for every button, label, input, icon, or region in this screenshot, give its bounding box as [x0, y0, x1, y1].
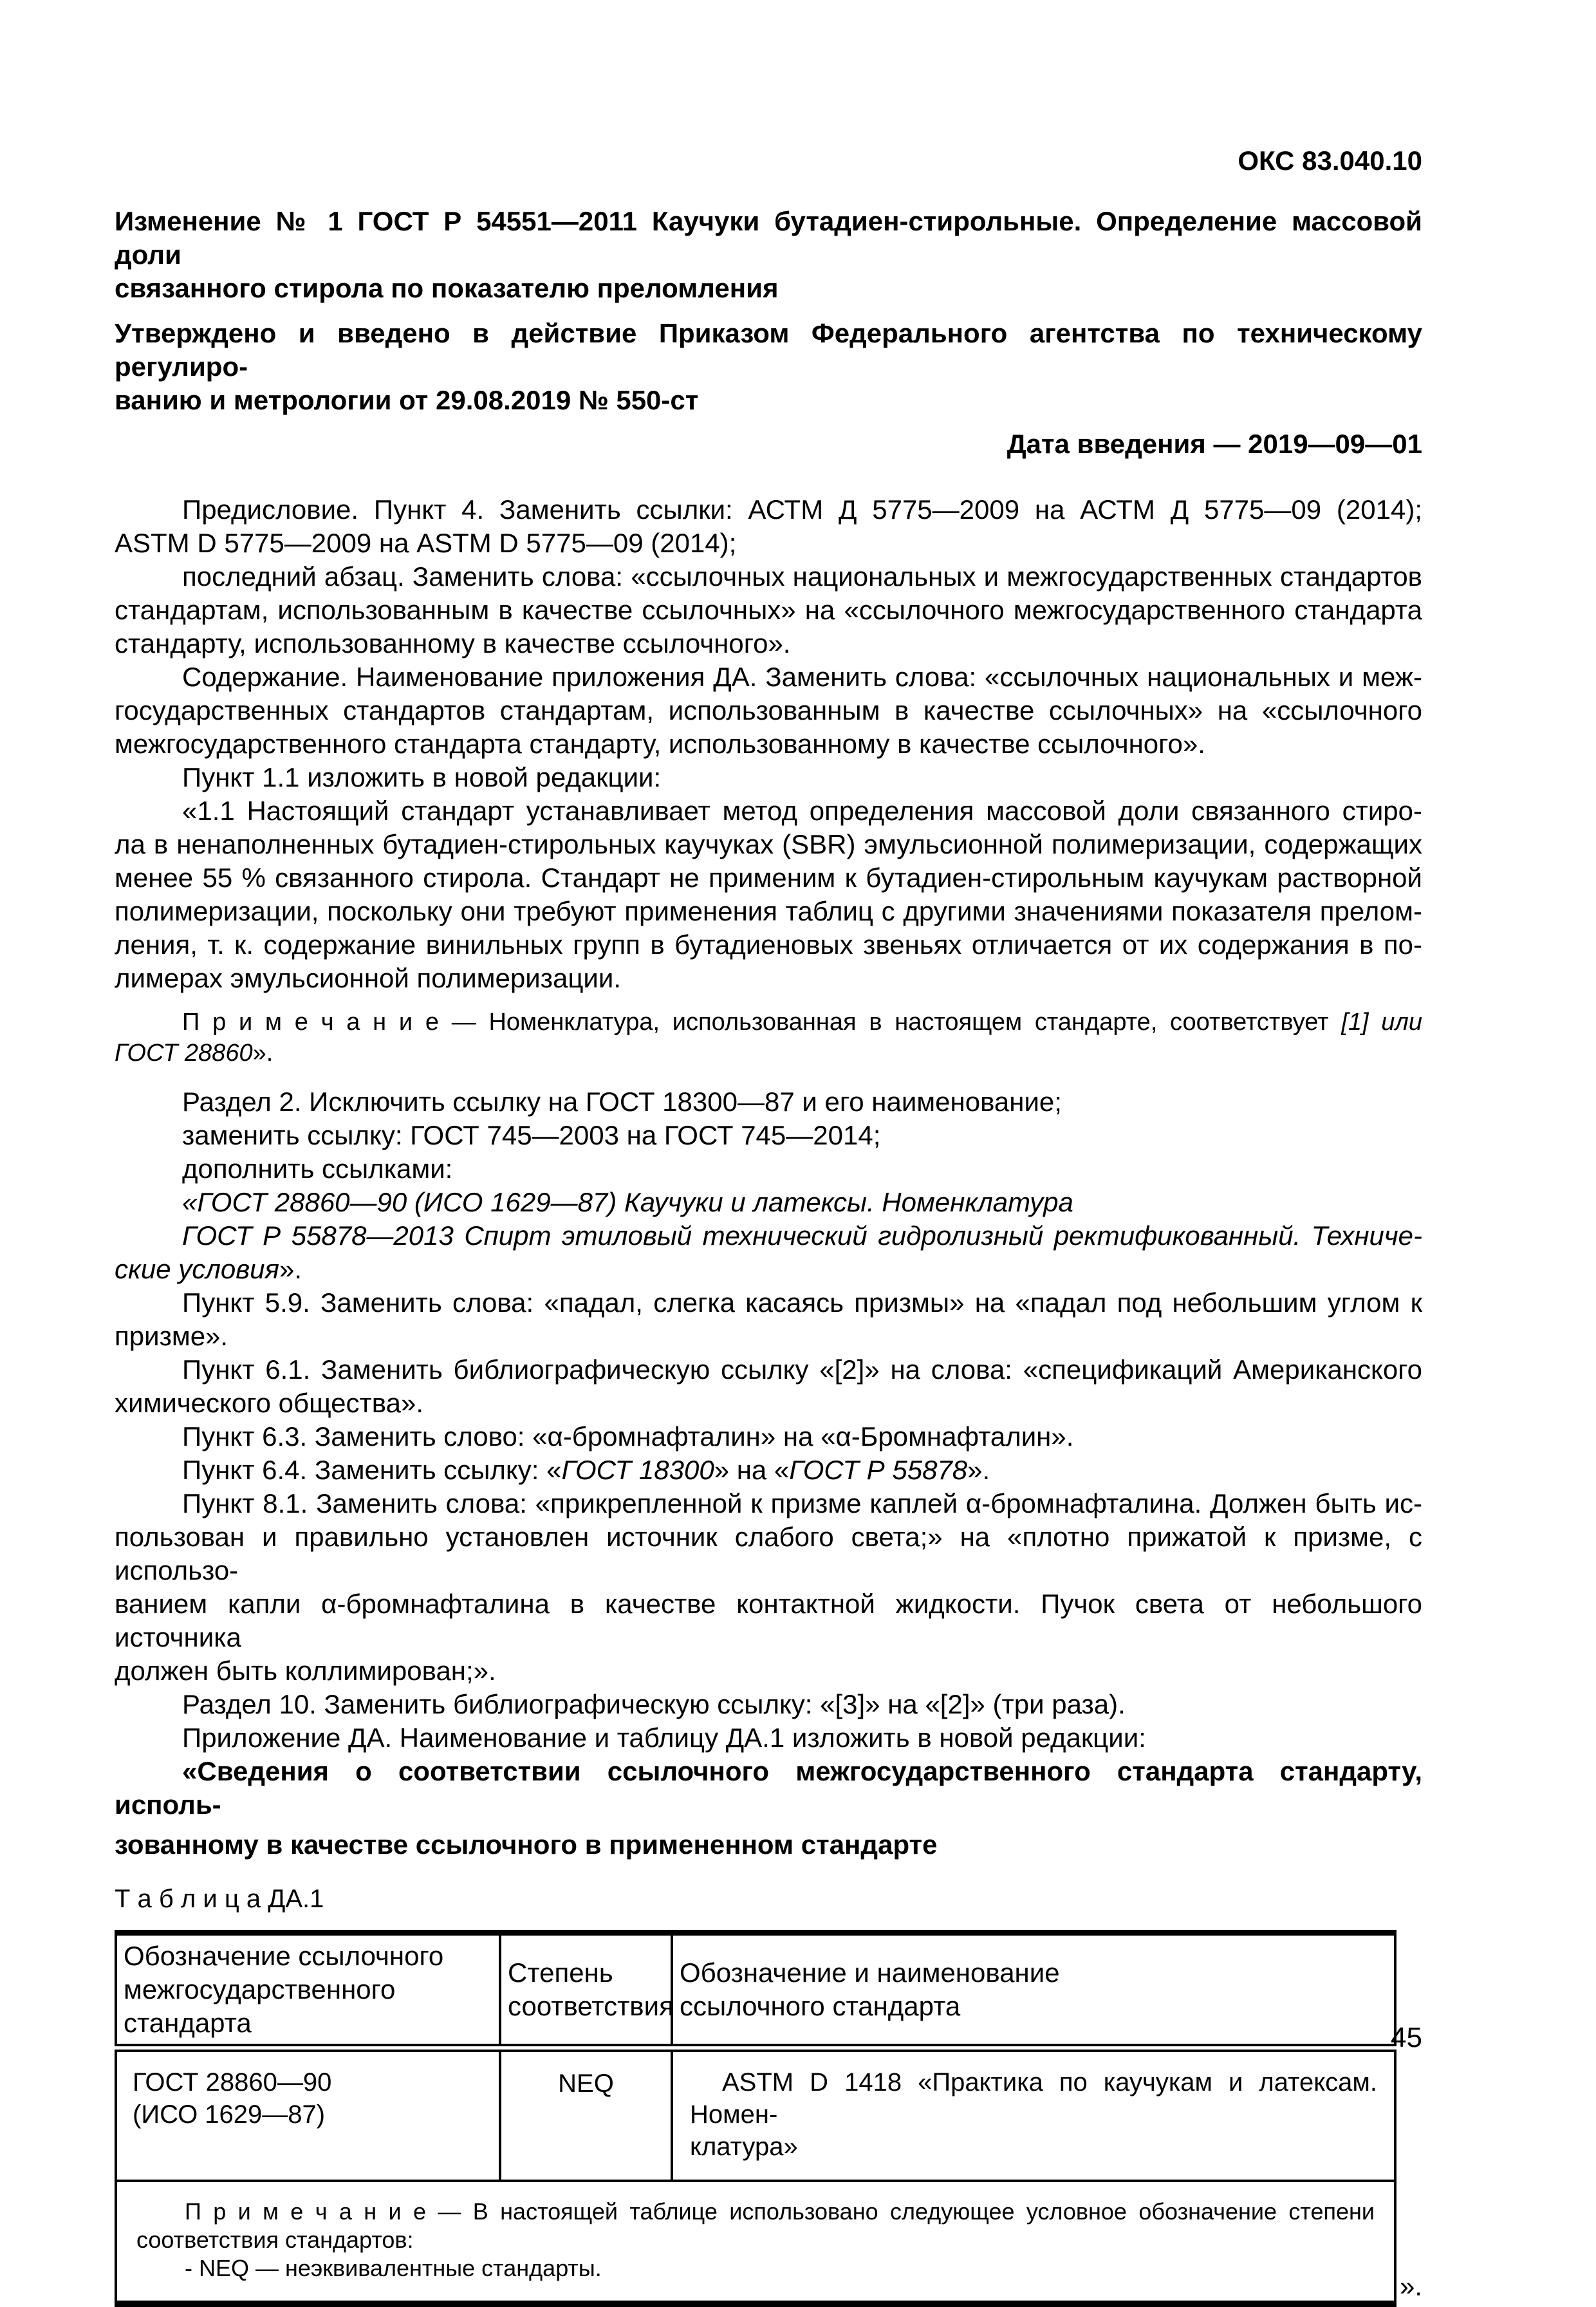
text-line — [115, 1387, 1422, 1420]
text-line — [115, 1487, 1422, 1520]
text-segment: ла в ненаполненных бутадиен-стирольных каучуках (SBR) эмульсионной полимеризации, содержащих — [115, 829, 1422, 859]
italic-text-segment: ГОСТ Р 55878 — [789, 1455, 968, 1485]
closing-quote: ». — [1399, 2271, 1422, 2301]
text-line — [115, 1119, 1422, 1152]
text-line — [115, 794, 1422, 828]
text-segment: ления, т. к. содержание винильных групп в бутадиеновых звеньях отличается от их содержания в по- — [115, 929, 1422, 960]
text-line — [133, 2098, 483, 2131]
text-line — [115, 384, 1422, 417]
text-segment: ASTM D 1418 «Практика по каучукам и латексам. Номен- — [690, 2068, 1377, 2129]
text-line — [115, 861, 1422, 895]
text-line — [115, 272, 1422, 305]
text-line — [115, 727, 1422, 761]
text-segment: Пункт 6.4. Заменить ссылку: « — [182, 1455, 562, 1485]
table-da1 — [115, 1930, 1396, 2307]
cell-reference-standard — [116, 2048, 500, 2181]
text-line — [508, 1956, 664, 1990]
text-line — [124, 1939, 492, 1973]
text-segment: межгосударственного стандарта стандарту, использованному в качестве ссылочного». — [115, 729, 1205, 759]
text-segment: Приложение ДА. Наименование и таблицу ДА.1 изложить в новой редакции: — [182, 1723, 1146, 1753]
text-segment: Обозначение ссылочного — [124, 1941, 444, 1971]
text-line — [115, 527, 1422, 560]
text-segment: Пункт 6.1. Заменить библиографическую ссылку «[2]» на слова: «спецификаций Американского — [182, 1354, 1422, 1385]
text-segment: ». — [967, 1455, 990, 1485]
text-line — [115, 828, 1422, 861]
text-line — [115, 694, 1422, 727]
text-line — [115, 627, 1422, 660]
italic-text-segment: ГОСТ 18300 — [561, 1455, 714, 1485]
text-line — [690, 2131, 1377, 2163]
table-label: Т а б л и ц а ДА.1 — [115, 1885, 324, 1913]
text-line — [115, 660, 1422, 694]
text-segment: Предисловие. Пункт 4. Заменить ссылки: АСТМ Д 5775—2009 на АСТМ Д 5775—09 (2014); — [182, 494, 1422, 525]
text-segment: призме». — [115, 1321, 228, 1351]
text-segment: Утверждено и введено в действие Приказом Федерального агентства по техническому регулиро- — [115, 318, 1422, 382]
text-line — [115, 1828, 1422, 1862]
text-line — [115, 962, 1422, 995]
text-segment: «1.1 Настоящий стандарт устанавливает метод определения массовой доли связанного стиро- — [182, 796, 1422, 826]
cell-degree: NEQ — [500, 2048, 672, 2181]
text-segment: стандартам, использованным в качестве ссылочных» на «ссылочного межгосударственного стандарта — [115, 595, 1422, 625]
text-segment: Степень — [508, 1957, 613, 1988]
text-segment: - NEQ — неэквивалентные стандарты. — [185, 2255, 602, 2281]
text-line — [115, 1688, 1422, 1721]
text-segment: Раздел 2. Исключить ссылку на ГОСТ 18300—87 и его наименование; — [182, 1087, 1062, 1117]
table-note-row — [116, 2181, 1395, 2304]
text-segment: дополнить ссылками: — [182, 1154, 453, 1184]
text-line — [115, 1152, 1422, 1186]
text-line — [136, 2198, 1375, 2226]
text-segment: зованному в качестве ссылочного в примененном стандарте — [115, 1829, 938, 1860]
text-line — [115, 317, 1422, 384]
text-line — [115, 560, 1422, 593]
text-line — [115, 1253, 1422, 1286]
italic-text-segment: ГОСТ 28860 — [115, 1040, 253, 1067]
page-content — [115, 0, 1422, 2307]
text-line — [115, 1186, 1422, 1219]
text-line — [115, 1007, 1422, 1038]
text-line — [508, 1990, 674, 2023]
text-line — [115, 1320, 1422, 1353]
text-line — [115, 1721, 1422, 1755]
text-line — [690, 2066, 1377, 2131]
amendment-body-text — [115, 493, 1422, 1862]
text-line — [115, 1085, 1422, 1119]
text-segment: ». — [279, 1254, 302, 1284]
text-line — [115, 1038, 1422, 1069]
text-segment: Изменение № 1 ГОСТ Р 54551—2011 Каучуки бутадиен-стирольные. Определение массовой доли — [115, 206, 1422, 270]
text-segment: Пункт 6.3. Заменить слово: «α-бромнафталин» на «α-Бромнафталин». — [182, 1421, 1074, 1452]
text-segment: соответствия стандартов: — [136, 2227, 414, 2253]
text-segment: Содержание. Наименование приложения ДА. Заменить слова: «ссылочных национальных и меж- — [182, 662, 1422, 692]
text-segment: менее 55 % связанного стирола. Стандарт не применим к бутадиен-стирольным каучукам растворной — [115, 863, 1422, 893]
text-segment: ASTM D 5775—2009 на ASTM D 5775—09 (2014); — [115, 528, 737, 558]
italic-text-segment: [1] или — [1341, 1009, 1422, 1036]
text-line — [136, 2254, 1375, 2283]
text-line — [115, 761, 1422, 794]
text-segment: химического общества». — [115, 1388, 423, 1418]
amendment-title — [115, 205, 1422, 305]
text-line — [115, 928, 1422, 962]
text-line — [115, 895, 1422, 928]
text-segment: ссылочного стандарта — [680, 1991, 961, 2021]
text-line — [115, 1420, 1422, 1453]
text-segment: межгосударственного стандарта — [124, 1974, 396, 2038]
table-row — [116, 2048, 1395, 2181]
text-segment: стандарту, использованному в качестве ссылочного». — [115, 628, 791, 658]
table-note — [116, 2181, 1395, 2304]
text-line — [115, 1654, 1422, 1688]
text-line — [133, 2066, 483, 2098]
text-line — [115, 593, 1422, 627]
text-line — [115, 1286, 1422, 1320]
text-segment: лимерах эмульсионной полимеризации. — [115, 963, 621, 993]
text-segment: полимеризации, поскольку они требуют применения таблиц с другими значениями показателя прелом- — [115, 896, 1422, 926]
text-line — [115, 205, 1422, 272]
approval-statement — [115, 317, 1422, 417]
text-segment: соответствия — [508, 1991, 674, 2021]
text-segment: заменить ссылку: ГОСТ 745—2003 на ГОСТ 745—2014; — [182, 1120, 881, 1150]
text-segment: ». — [252, 1040, 274, 1067]
page-number: 45 — [1391, 2022, 1422, 2053]
text-segment: Раздел 10. Заменить библиографическую ссылку: «[3]» на «[2]» (три раза). — [182, 1689, 1126, 1719]
text-line — [680, 1990, 1387, 2023]
italic-text-segment: ГОСТ Р 55878—2013 Спирт этиловый технический гидролизный ректификованный. Техниче- — [182, 1220, 1422, 1251]
text-line — [115, 1453, 1422, 1487]
text-segment: связанного стирола по показателю преломления — [115, 273, 779, 303]
text-line — [115, 1219, 1422, 1253]
text-line — [136, 2226, 1375, 2254]
text-segment: Пункт 1.1 изложить в новой редакции: — [182, 762, 662, 792]
text-segment: ванию и метрологии от 29.08.2019 № 550-ст — [115, 385, 699, 415]
text-segment: (ИСО 1629—87) — [133, 2100, 326, 2129]
text-segment: должен быть коллимирован;». — [115, 1656, 496, 1686]
cell-designation-name — [672, 2048, 1395, 2181]
text-segment: государственных стандартов стандартам, использованным в качестве ссылочных» на «ссылочного — [115, 695, 1422, 725]
italic-text-segment: ские условия — [115, 1254, 279, 1284]
text-line — [115, 493, 1422, 527]
text-line — [115, 1353, 1422, 1387]
italic-text-segment: «ГОСТ 28860—90 (ИСО 1629—87) Каучуки и латексы. Номенклатура — [182, 1187, 1073, 1217]
text-segment: » на « — [714, 1455, 790, 1485]
text-segment: П р и м е ч а н и е — Номенклатура, использованная в настоящем стандарте, соответствует — [182, 1009, 1342, 1036]
text-line — [115, 1755, 1422, 1822]
text-segment: Обозначение и наименование — [680, 1957, 1060, 1988]
text-segment: пользован и правильно установлен источник слабого света;» на «плотно прижатой к призме, с использо- — [115, 1522, 1422, 1585]
text-segment: П р и м е ч а н и е — В настоящей таблице использовано следующее условное обозначение степени — [185, 2198, 1375, 2225]
effective-date: Дата введения — 2019—09—01 — [1007, 429, 1422, 459]
text-segment: Пункт 8.1. Заменить слова: «прикрепленной к призме каплей α-бромнафталина. Должен быть ис- — [182, 1488, 1422, 1518]
text-segment: Пункт 5.9. Заменить слова: «падал, слегка касаясь призмы» на «падал под небольшим углом к — [182, 1287, 1422, 1318]
text-segment: «Сведения о соответствии ссылочного межгосударственного стандарта стандарту, исполь- — [115, 1756, 1422, 1820]
text-line — [115, 1520, 1422, 1587]
text-segment: ГОСТ 28860—90 — [133, 2068, 332, 2097]
text-segment: ванием капли α-бромнафталина в качестве контактной жидкости. Пучок света от небольшого источника — [115, 1589, 1422, 1652]
text-segment: последний абзац. Заменить слова: «ссылочных национальных и межгосударственных стандартов — [182, 561, 1422, 592]
text-segment: клатура» — [690, 2133, 798, 2161]
oks-classification-code: ОКС 83.040.10 — [1238, 145, 1422, 176]
text-line — [115, 1587, 1422, 1654]
text-line — [680, 1956, 1387, 1990]
